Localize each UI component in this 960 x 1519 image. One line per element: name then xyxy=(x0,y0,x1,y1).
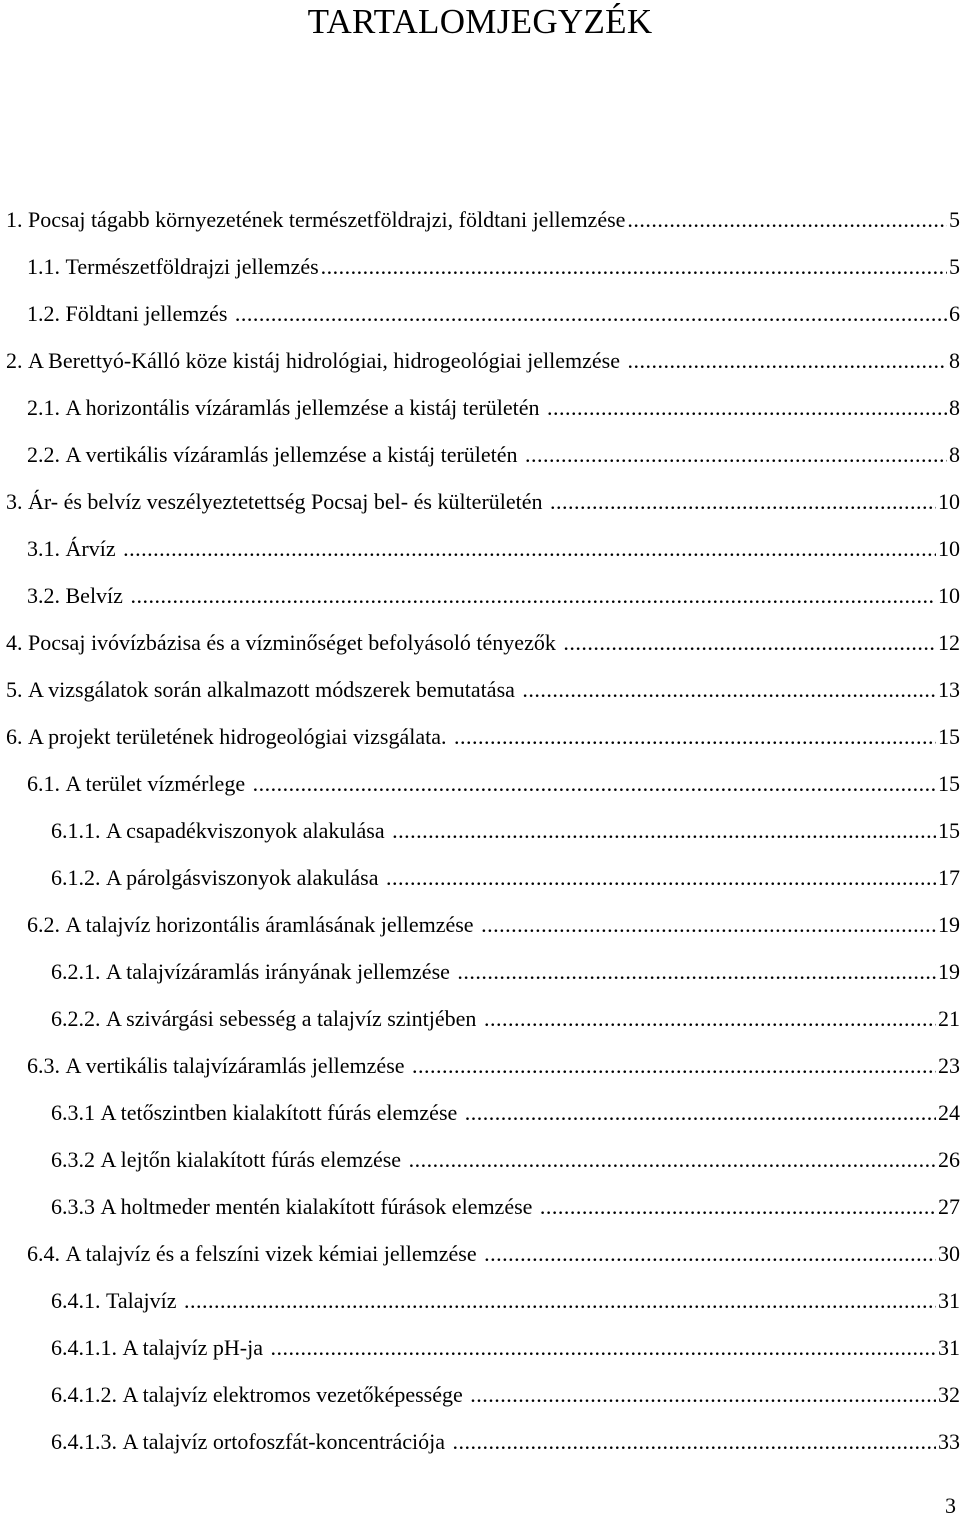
toc-dot-leader xyxy=(465,1100,936,1126)
toc-dot-leader xyxy=(123,536,936,562)
toc-entry-title: A csapadékviszonyok alakulása xyxy=(106,817,391,843)
toc-entry[interactable] xyxy=(0,1324,960,1371)
toc-entry-title: A talajvíz pH-ja xyxy=(122,1334,269,1360)
toc-dot-leader xyxy=(628,348,947,374)
toc-entry-page: 33 xyxy=(938,1428,960,1454)
toc-entry[interactable] xyxy=(0,807,960,854)
toc-dot-leader xyxy=(522,677,936,703)
toc-entry-number: 2.2. xyxy=(27,441,66,467)
toc-entry[interactable] xyxy=(0,384,960,431)
toc-entry-title: Ár- és belvíz veszélyeztetettség Pocsaj bel- és külterületén xyxy=(28,488,549,514)
toc-entry[interactable] xyxy=(0,572,960,619)
toc-entry-title: A vertikális vízáramlás jellemzése a kistáj területén xyxy=(65,441,524,467)
toc-dot-leader xyxy=(481,912,936,938)
table-of-contents xyxy=(0,196,960,1465)
toc-entry-title: A talajvíz ortofoszfát-koncentrációja xyxy=(122,1428,451,1454)
toc-dot-leader xyxy=(184,1288,936,1314)
toc-entry[interactable] xyxy=(0,1371,960,1418)
toc-entry-number: 2.1. xyxy=(27,394,66,420)
document-title: TARTALOMJEGYZÉK xyxy=(307,2,653,41)
toc-entry-title: A Berettyó-Kálló köze kistáj hidrológiai, hidrogeológiai jellemzése xyxy=(28,347,626,373)
toc-dot-leader xyxy=(484,1241,936,1267)
toc-entry-title: Földtani jellemzés xyxy=(65,300,233,326)
toc-entry-number: 6.2.2. xyxy=(51,1005,106,1031)
toc-entry-page: 10 xyxy=(938,488,960,514)
toc-entry[interactable] xyxy=(0,1418,960,1465)
toc-entry-page: 8 xyxy=(949,441,960,467)
toc-dot-leader xyxy=(453,1429,936,1455)
toc-dot-leader xyxy=(409,1147,936,1173)
toc-entry-number: 1.1. xyxy=(27,253,66,279)
toc-entry-title: A talajvíz és a felszíni vizek kémiai jellemzése xyxy=(65,1240,483,1266)
toc-entry[interactable] xyxy=(0,666,960,713)
toc-dot-leader xyxy=(386,865,936,891)
toc-entry-title: A szivárgási sebesség a talajvíz szintjében xyxy=(106,1005,482,1031)
toc-entry-page: 31 xyxy=(938,1334,960,1360)
toc-entry-number: 6.4.1.3. xyxy=(51,1428,123,1454)
toc-entry[interactable] xyxy=(0,1136,960,1183)
toc-entry-number: 3.1. xyxy=(27,535,66,561)
toc-entry-title: A talajvíz elektromos vezetőképessége xyxy=(122,1381,469,1407)
toc-entry-title: A párolgásviszonyok alakulása xyxy=(106,864,384,890)
toc-entry-title: A holtmeder mentén kialakított fúrások elemzése xyxy=(100,1193,538,1219)
toc-dot-leader xyxy=(470,1382,936,1408)
toc-entry[interactable] xyxy=(0,854,960,901)
toc-dot-leader xyxy=(563,630,936,656)
toc-entry-page: 31 xyxy=(938,1287,960,1313)
toc-entry-number: 5. xyxy=(6,676,28,702)
toc-entry[interactable] xyxy=(0,431,960,478)
toc-entry-number: 6.2. xyxy=(27,911,66,937)
toc-entry-page: 23 xyxy=(938,1052,960,1078)
toc-dot-leader xyxy=(412,1053,936,1079)
toc-entry-title: Pocsaj ivóvízbázisa és a vízminőséget befolyásoló tényezők xyxy=(28,629,562,655)
toc-entry-number: 3. xyxy=(6,488,28,514)
toc-entry-title: A tetőszintben kialakított fúrás elemzése xyxy=(100,1099,463,1125)
toc-entry-page: 6 xyxy=(949,300,960,326)
toc-dot-leader xyxy=(130,583,936,609)
toc-entry-number: 4. xyxy=(6,629,28,655)
toc-entry-page: 32 xyxy=(938,1381,960,1407)
toc-entry-page: 19 xyxy=(938,911,960,937)
toc-entry-number: 1. xyxy=(6,206,28,232)
toc-entry-page: 8 xyxy=(949,347,960,373)
toc-entry[interactable] xyxy=(0,995,960,1042)
toc-entry-page: 8 xyxy=(949,394,960,420)
toc-dot-leader xyxy=(253,771,936,797)
toc-entry[interactable] xyxy=(0,948,960,995)
toc-entry[interactable] xyxy=(0,1042,960,1089)
toc-entry[interactable] xyxy=(0,243,960,290)
toc-entry-page: 19 xyxy=(938,958,960,984)
toc-entry[interactable] xyxy=(0,1230,960,1277)
toc-entry-number: 6.1.2. xyxy=(51,864,106,890)
toc-entry-title: Természetföldrajzi jellemzés xyxy=(65,253,319,279)
toc-entry-page: 10 xyxy=(938,582,960,608)
toc-dot-leader xyxy=(454,724,936,750)
toc-entry-title: A terület vízmérlege xyxy=(65,770,251,796)
toc-entry-number: 6.3. xyxy=(27,1052,66,1078)
toc-entry-page: 15 xyxy=(938,817,960,843)
toc-entry-page: 24 xyxy=(938,1099,960,1125)
toc-entry-number: 6.3.1 xyxy=(51,1099,101,1125)
toc-entry[interactable] xyxy=(0,1277,960,1324)
toc-entry-page: 15 xyxy=(938,770,960,796)
toc-entry[interactable] xyxy=(0,337,960,384)
toc-entry[interactable] xyxy=(0,901,960,948)
toc-dot-leader xyxy=(540,1194,936,1220)
toc-entry[interactable] xyxy=(0,196,960,243)
toc-entry-title: Belvíz xyxy=(65,582,129,608)
toc-entry[interactable] xyxy=(0,1089,960,1136)
toc-dot-leader xyxy=(392,818,936,844)
toc-entry-title: A vertikális talajvízáramlás jellemzése xyxy=(65,1052,411,1078)
toc-entry-number: 2. xyxy=(6,347,28,373)
toc-entry-title: A lejtőn kialakított fúrás elemzése xyxy=(100,1146,407,1172)
toc-entry-page: 15 xyxy=(938,723,960,749)
toc-dot-leader xyxy=(235,301,947,327)
toc-entry[interactable] xyxy=(0,760,960,807)
toc-entry[interactable] xyxy=(0,619,960,666)
toc-entry-title: Pocsaj tágabb környezetének természetföldrajzi, földtani jellemzése xyxy=(28,206,626,232)
toc-entry-page: 17 xyxy=(938,864,960,890)
toc-dot-leader xyxy=(484,1006,936,1032)
toc-entry-number: 3.2. xyxy=(27,582,66,608)
toc-dot-leader xyxy=(525,442,947,468)
toc-entry-page: 12 xyxy=(938,629,960,655)
toc-entry[interactable] xyxy=(0,1183,960,1230)
page-number: 3 xyxy=(945,1493,956,1518)
toc-entry-title: A projekt területének hidrogeológiai vizsgálata. xyxy=(28,723,452,749)
toc-dot-leader xyxy=(321,254,947,280)
toc-entry[interactable] xyxy=(0,290,960,337)
toc-entry-title: A talajvíz horizontális áramlásának jellemzése xyxy=(65,911,480,937)
toc-entry-number: 1.2. xyxy=(27,300,66,326)
toc-entry-number: 6.2.1. xyxy=(51,958,106,984)
toc-entry-page: 26 xyxy=(938,1146,960,1172)
toc-entry-number: 6.3.2 xyxy=(51,1146,101,1172)
toc-entry-title: A vizsgálatok során alkalmazott módszerek bemutatása xyxy=(28,676,521,702)
toc-entry-page: 5 xyxy=(949,206,960,232)
toc-dot-leader xyxy=(547,395,947,421)
toc-entry-number: 6.4.1.2. xyxy=(51,1381,123,1407)
toc-entry-number: 6.4. xyxy=(27,1240,66,1266)
toc-entry[interactable] xyxy=(0,525,960,572)
toc-entry-number: 6.4.1. xyxy=(51,1287,106,1313)
toc-entry-page: 10 xyxy=(938,535,960,561)
toc-entry-title: A talajvízáramlás irányának jellemzése xyxy=(106,958,456,984)
toc-dot-leader xyxy=(457,959,936,985)
toc-dot-leader xyxy=(627,207,947,233)
toc-entry-number: 6.3.3 xyxy=(51,1193,101,1219)
toc-entry[interactable] xyxy=(0,713,960,760)
toc-entry-page: 13 xyxy=(938,676,960,702)
toc-entry-number: 6.1.1. xyxy=(51,817,106,843)
toc-entry[interactable] xyxy=(0,478,960,525)
toc-entry-number: 6. xyxy=(6,723,28,749)
toc-entry-title: Talajvíz xyxy=(106,1287,183,1313)
toc-dot-leader xyxy=(271,1335,936,1361)
toc-entry-number: 6.4.1.1. xyxy=(51,1334,123,1360)
toc-entry-page: 5 xyxy=(949,253,960,279)
toc-entry-title: Árvíz xyxy=(65,535,122,561)
toc-entry-title: A horizontális vízáramlás jellemzése a kistáj területén xyxy=(65,394,546,420)
toc-entry-page: 21 xyxy=(938,1005,960,1031)
toc-entry-page: 30 xyxy=(938,1240,960,1266)
toc-dot-leader xyxy=(550,489,936,515)
toc-entry-number: 6.1. xyxy=(27,770,66,796)
toc-entry-page: 27 xyxy=(938,1193,960,1219)
